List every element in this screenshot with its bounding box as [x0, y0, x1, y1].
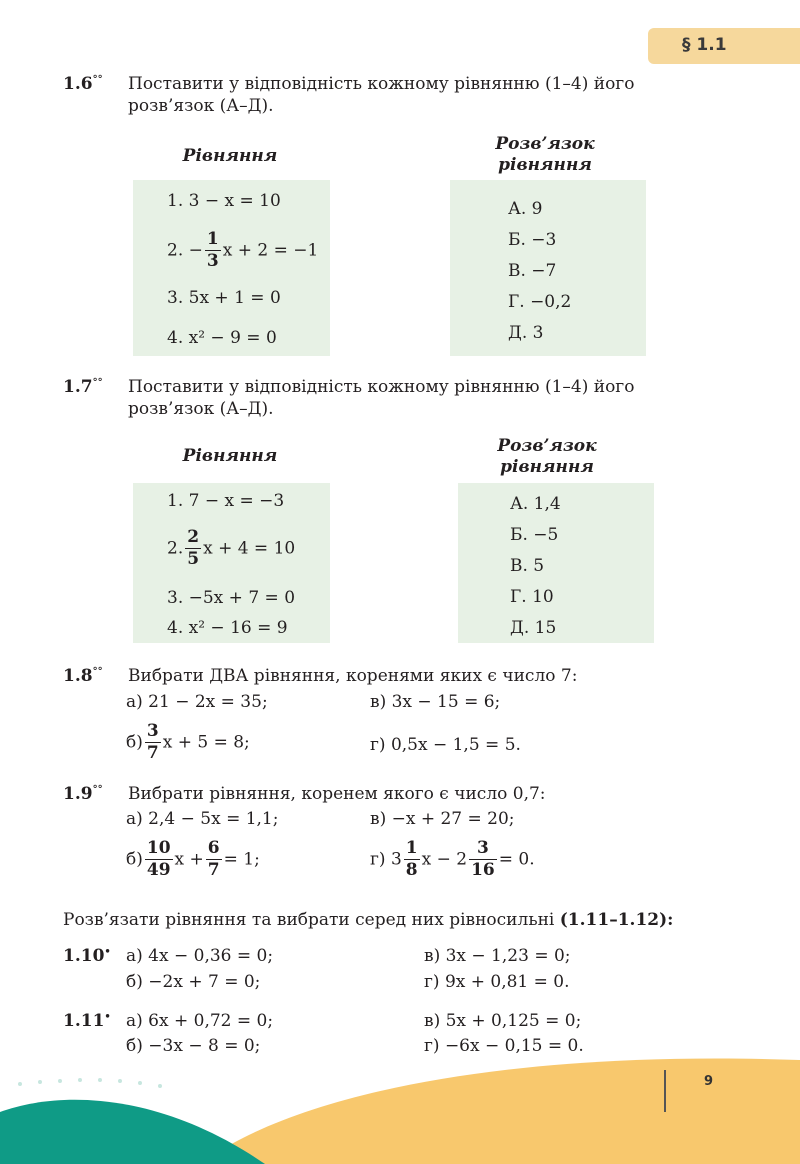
problem-text-line2: розв’язок (А–Д).	[128, 96, 274, 116]
problem-text-line1: Поставити у відповідність кожному рівнянню (1–4) його	[128, 74, 635, 94]
answer-d: Д. 3	[508, 323, 544, 343]
option-b: б) −2x + 7 = 0;	[126, 972, 261, 992]
solution-column-header: Розв’язок рівняння	[495, 134, 595, 175]
equation-column-header: Рівняння	[182, 146, 278, 166]
option-v: в) 3x − 1,23 = 0;	[424, 946, 571, 966]
answer-g: Г. 10	[510, 587, 554, 607]
option-a: а) 4x − 0,36 = 0;	[126, 946, 274, 966]
problem-number: 1.10•	[63, 946, 111, 966]
answer-b: Б. −3	[508, 230, 557, 250]
equation-column-header: Рівняння	[182, 446, 278, 466]
answer-a: А. 9	[508, 199, 543, 219]
problem-number: 1.7°°	[63, 377, 103, 397]
option-g: г) 3 $\frac{1}{8}$ x − 2 $\frac{3}{16}$ = 0.	[370, 838, 535, 880]
page-divider	[664, 1070, 666, 1112]
equation-1: 1. 7 − x = −3	[167, 491, 285, 511]
answer-v: В. 5	[510, 556, 545, 576]
equation-1: 1. 3 − x = 10	[167, 191, 281, 211]
section-tab	[648, 28, 800, 64]
option-v: в) 5x + 0,125 = 0;	[424, 1011, 582, 1031]
option-v: в) −x + 27 = 20;	[370, 809, 515, 829]
problem-number: 1.9°°	[63, 784, 103, 804]
section-label: § 1.1	[682, 35, 727, 55]
option-g: г) 0,5x − 1,5 = 5.	[370, 735, 521, 755]
answer-a: А. 1,4	[510, 494, 561, 514]
problem-text-line2: розв’язок (А–Д).	[128, 399, 274, 419]
option-a: а) 6x + 0,72 = 0;	[126, 1011, 274, 1031]
equation-4: 4. x² − 16 = 9	[167, 618, 288, 638]
option-g: г) 9x + 0,81 = 0.	[424, 972, 570, 992]
answer-v: В. −7	[508, 261, 557, 281]
problem-number: 1.8°°	[63, 666, 103, 686]
intro-instruction: Розв’язати рівняння та вибрати серед них рівносильні (1.11–1.12):	[63, 910, 674, 930]
equation-4: 4. x² − 9 = 0	[167, 328, 277, 348]
problem-text-line1: Поставити у відповідність кожному рівнянню (1–4) його	[128, 377, 635, 397]
teal-hill-shape	[0, 1100, 265, 1164]
option-b: б) −3x − 8 = 0;	[126, 1036, 261, 1056]
option-v: в) 3x − 15 = 6;	[370, 692, 501, 712]
equation-2: 2. $\frac{2}{5}$ x + 4 = 10	[167, 527, 296, 569]
option-g: г) −6x − 0,15 = 0.	[424, 1036, 584, 1056]
option-a: а) 2,4 − 5x = 1,1;	[126, 809, 279, 829]
answer-d: Д. 15	[510, 618, 557, 638]
answer-b: Б. −5	[510, 525, 559, 545]
problem-text: Вибрати рівняння, коренем якого є число 0,7:	[128, 784, 546, 804]
solution-column-header: Розв’язок рівняння	[497, 436, 597, 477]
dotted-pattern	[18, 1078, 162, 1088]
answer-g: Г. −0,2	[508, 292, 572, 312]
option-b: б) $\frac{10}{49}$ x + $\frac{6}{7}$ = 1;	[126, 838, 260, 880]
problem-number: 1.11•	[63, 1011, 111, 1031]
page-number: 9	[704, 1074, 714, 1089]
equation-3: 3. 5x + 1 = 0	[167, 288, 281, 308]
equation-2: 2. − $\frac{1}{3}$ x + 2 = −1	[167, 229, 319, 271]
problem-text: Вибрати ДВА рівняння, коренями яких є число 7:	[128, 666, 578, 686]
equation-3: 3. −5x + 7 = 0	[167, 588, 296, 608]
option-a: а) 21 − 2x = 35;	[126, 692, 268, 712]
problem-number: 1.6°°	[63, 74, 103, 94]
option-b: б) $\frac{3}{7}$ x + 5 = 8;	[126, 721, 250, 763]
